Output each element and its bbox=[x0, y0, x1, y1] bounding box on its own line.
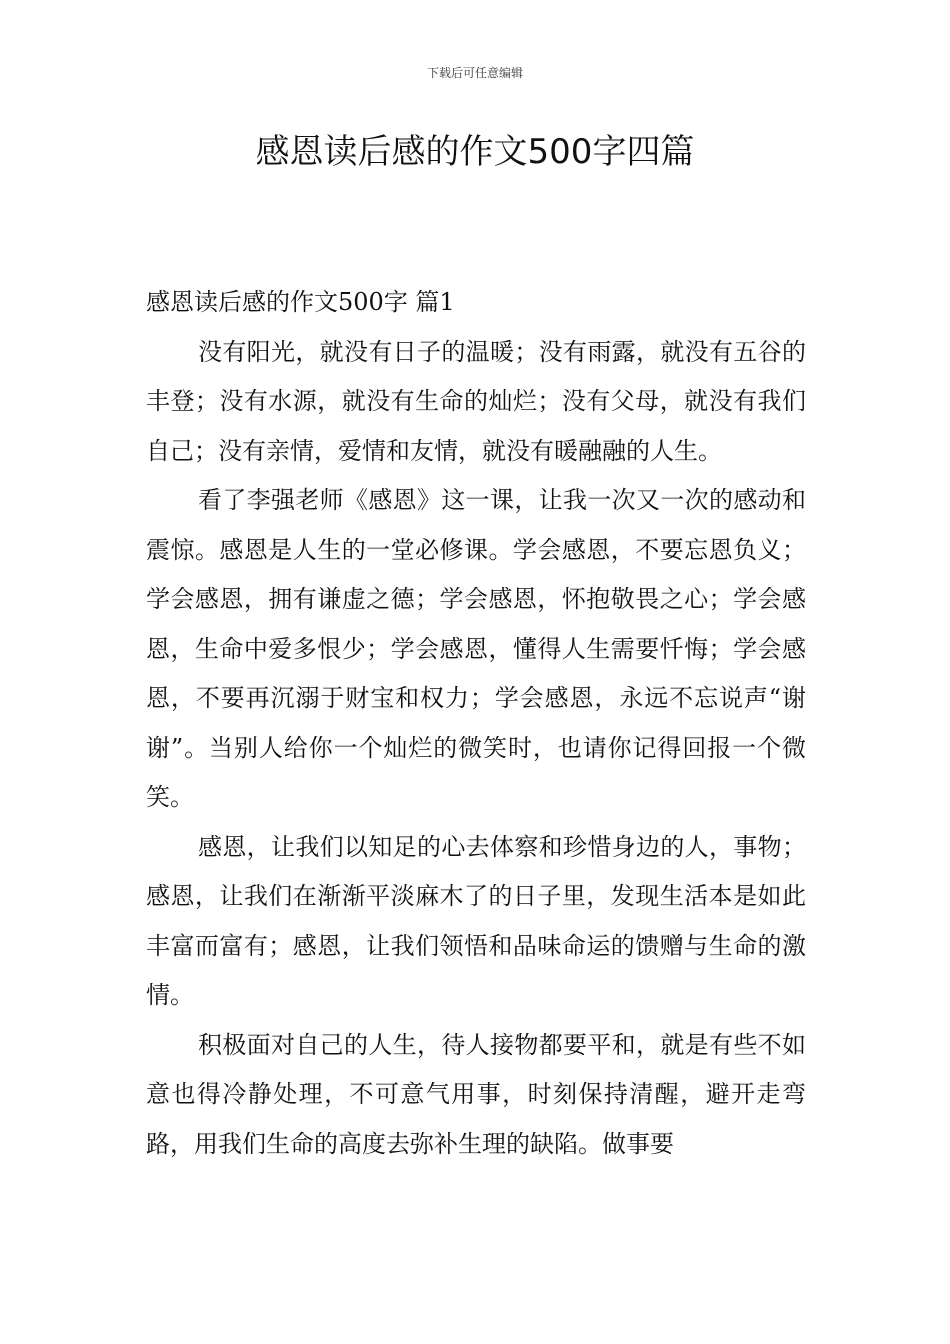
paragraph: 感恩，让我们以知足的心去体察和珍惜身边的人，事物；感恩，让我们在渐渐平淡麻木了的日子里，发现生活本是如此丰富而富有；感恩，让我们领悟和品味命运的馈赠与生命的激情。 bbox=[146, 832, 806, 1009]
paragraph: 看了李强老师《感恩》这一课，让我一次又一次的感动和震惊。感恩是人生的一堂必修课。学会感恩，不要忘恩负义；学会感恩，拥有谦虚之德；学会感恩，怀抱敬畏之心；学会感恩，生命中爱多恨少；学会感恩，懂得人生需要忏悔；学会感恩，不要再沉溺于财宝和权力；学会感恩，永远不忘说声“谢谢”。当别人给你一个灿烂的微笑时，也请你记得回报一个微笑。 bbox=[146, 486, 806, 811]
header-note: 下载后可任意编辑 bbox=[426, 66, 523, 80]
document-title: 感恩读后感的作文500字四篇 bbox=[255, 132, 695, 172]
paragraph: 没有阳光，就没有日子的温暖；没有雨露，就没有五谷的丰登；没有水源，就没有生命的灿烂；没有父母，就没有我们自己；没有亲情，爱情和友情，就没有暖融融的人生。 bbox=[146, 337, 806, 465]
paragraph: 积极面对自己的人生，待人接物都要平和，就是有些不如意也得冷静处理，不可意气用事，时刻保持清醒，避开走弯路，用我们生命的高度去弥补生理的缺陷。做事要 bbox=[146, 1030, 806, 1158]
section-heading: 感恩读后感的作文500字 篇1 bbox=[146, 288, 455, 316]
document-body bbox=[146, 278, 806, 1169]
